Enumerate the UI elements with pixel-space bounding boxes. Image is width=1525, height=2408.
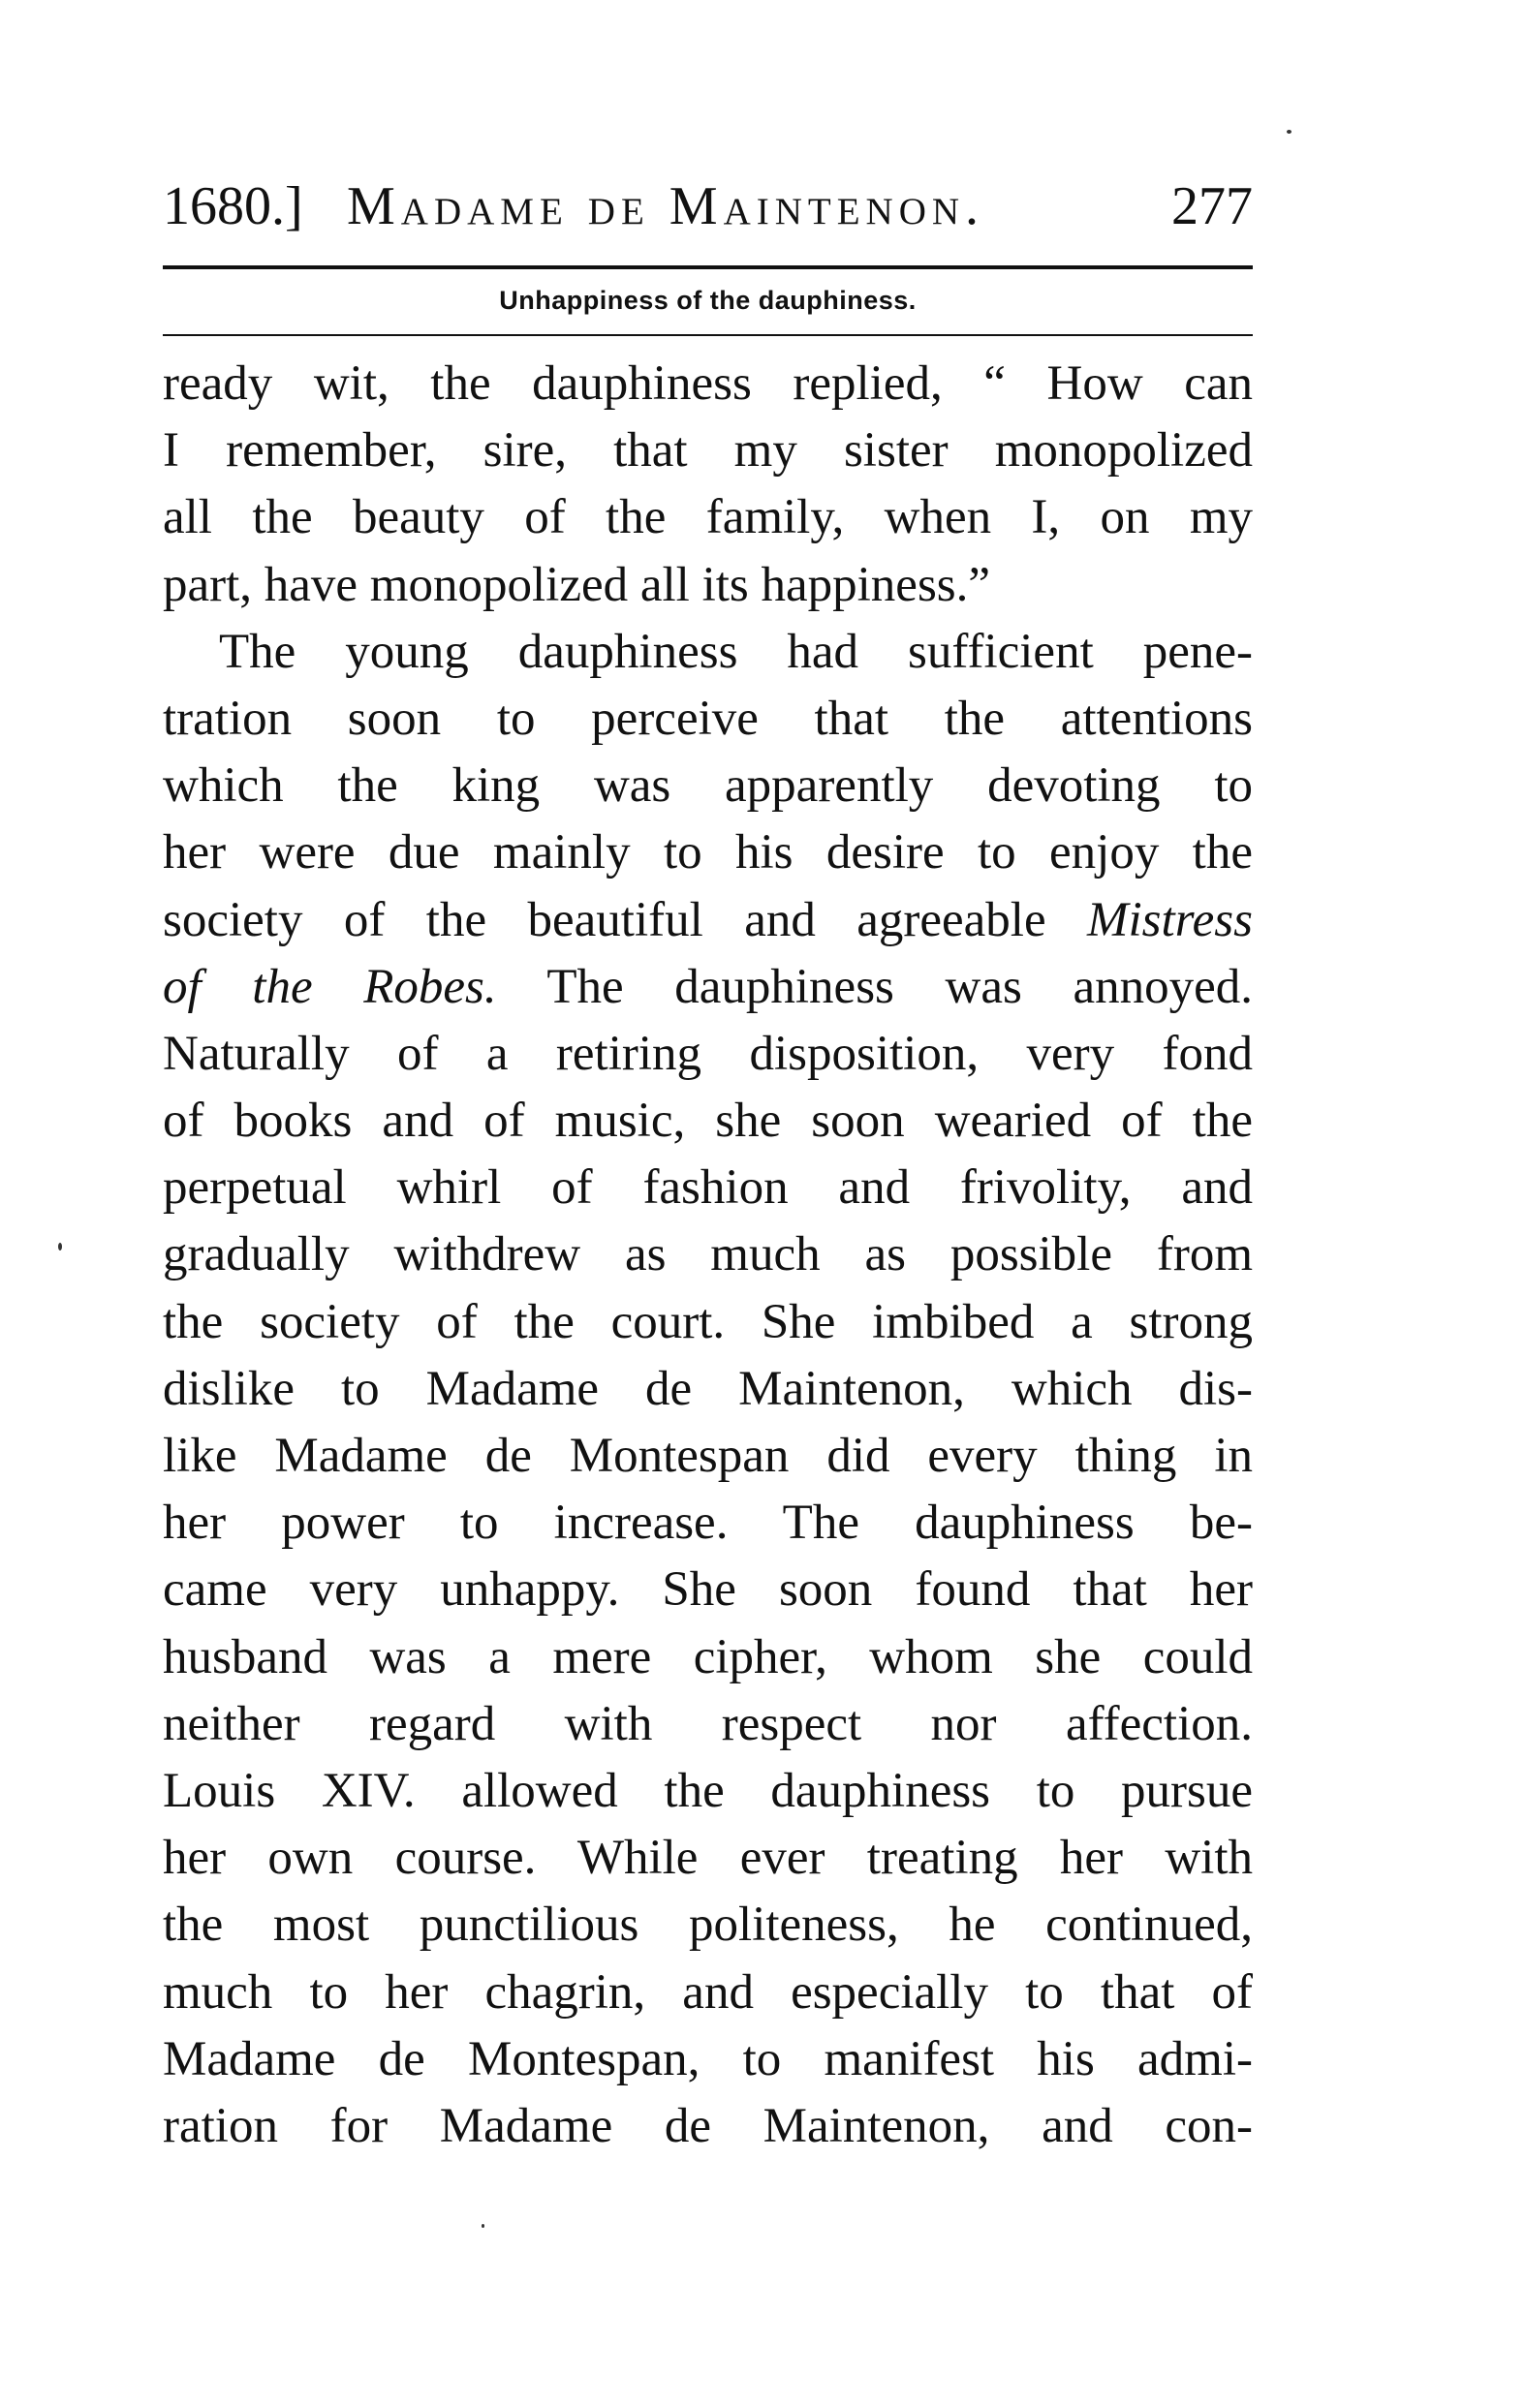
italic-text: of the Robes. (163, 959, 497, 1014)
text-line: much to her chagrin, and especially to that of (163, 1964, 1253, 2020)
text-line: tration soon to perceive that the attentions (163, 691, 1253, 746)
text-line: the most punctilious politeness, he continued, (163, 1898, 1253, 1953)
text-line: all the beauty of the family, when I, on my (163, 490, 1253, 545)
text-line: The young dauphiness had sufficient pene- (219, 624, 1253, 679)
header-year: 1680.] (163, 176, 303, 236)
text-line: her were due mainly to his desire to enjoy the (163, 825, 1253, 880)
text-line: ready wit, the dauphiness replied, “ How can (163, 356, 1253, 411)
ink-speck (482, 2224, 484, 2228)
text-line: Naturally of a retiring disposition, very fond (163, 1026, 1253, 1081)
text-run: The dauphiness was annoyed. (496, 959, 1253, 1014)
text-line: Madame de Montespan, to manifest his admi- (163, 2031, 1253, 2086)
text-line: her own course. While ever treating her with (163, 1831, 1253, 1886)
text-line (163, 954, 1253, 1021)
header-title: Madame de Maintenon. (347, 176, 985, 236)
ink-speck (1287, 130, 1292, 134)
text-run: society of the beautiful and agreeable (163, 892, 1088, 947)
text-line: husband was a mere cipher, whom she could (163, 1629, 1253, 1684)
text-line: Louis XIV. allowed the dauphiness to pursue (163, 1763, 1253, 1818)
text-line: came very unhappy. She soon found that her (163, 1562, 1253, 1618)
text-line: like Madame de Montespan did every thing in (163, 1429, 1253, 1483)
text-line (163, 887, 1253, 954)
text-line: I remember, sire, that my sister monopolized (163, 423, 1253, 479)
text-line: part, have monopolized all its happiness.” (163, 557, 991, 612)
running-head (163, 172, 1253, 240)
text-line: her power to increase. The dauphiness be- (163, 1496, 1253, 1551)
text-line: gradually withdrew as much as possible from (163, 1227, 1253, 1282)
header-rule-bottom (163, 334, 1253, 336)
text-line: ration for Madame de Maintenon, and con- (163, 2098, 1253, 2153)
text-line: neither regard with respect nor affection. (163, 1696, 1253, 1751)
italic-text: Mistress (1087, 892, 1253, 947)
text-line: perpetual whirl of fashion and frivolity, and (163, 1160, 1253, 1216)
text-line: which the king was apparently devoting to (163, 758, 1253, 814)
text-line: of books and of music, she soon wearied of the (163, 1094, 1253, 1149)
text-line: the society of the court. She imbibed a strong (163, 1294, 1253, 1349)
page-number: 277 (1171, 176, 1253, 236)
chapter-subheading: Unhappiness of the dauphiness. (499, 286, 917, 315)
ink-speck (58, 1243, 62, 1250)
body-text (163, 351, 1253, 2160)
text-line: dislike to Madame de Maintenon, which dis- (163, 1361, 1253, 1416)
header-rule-top (163, 265, 1253, 269)
